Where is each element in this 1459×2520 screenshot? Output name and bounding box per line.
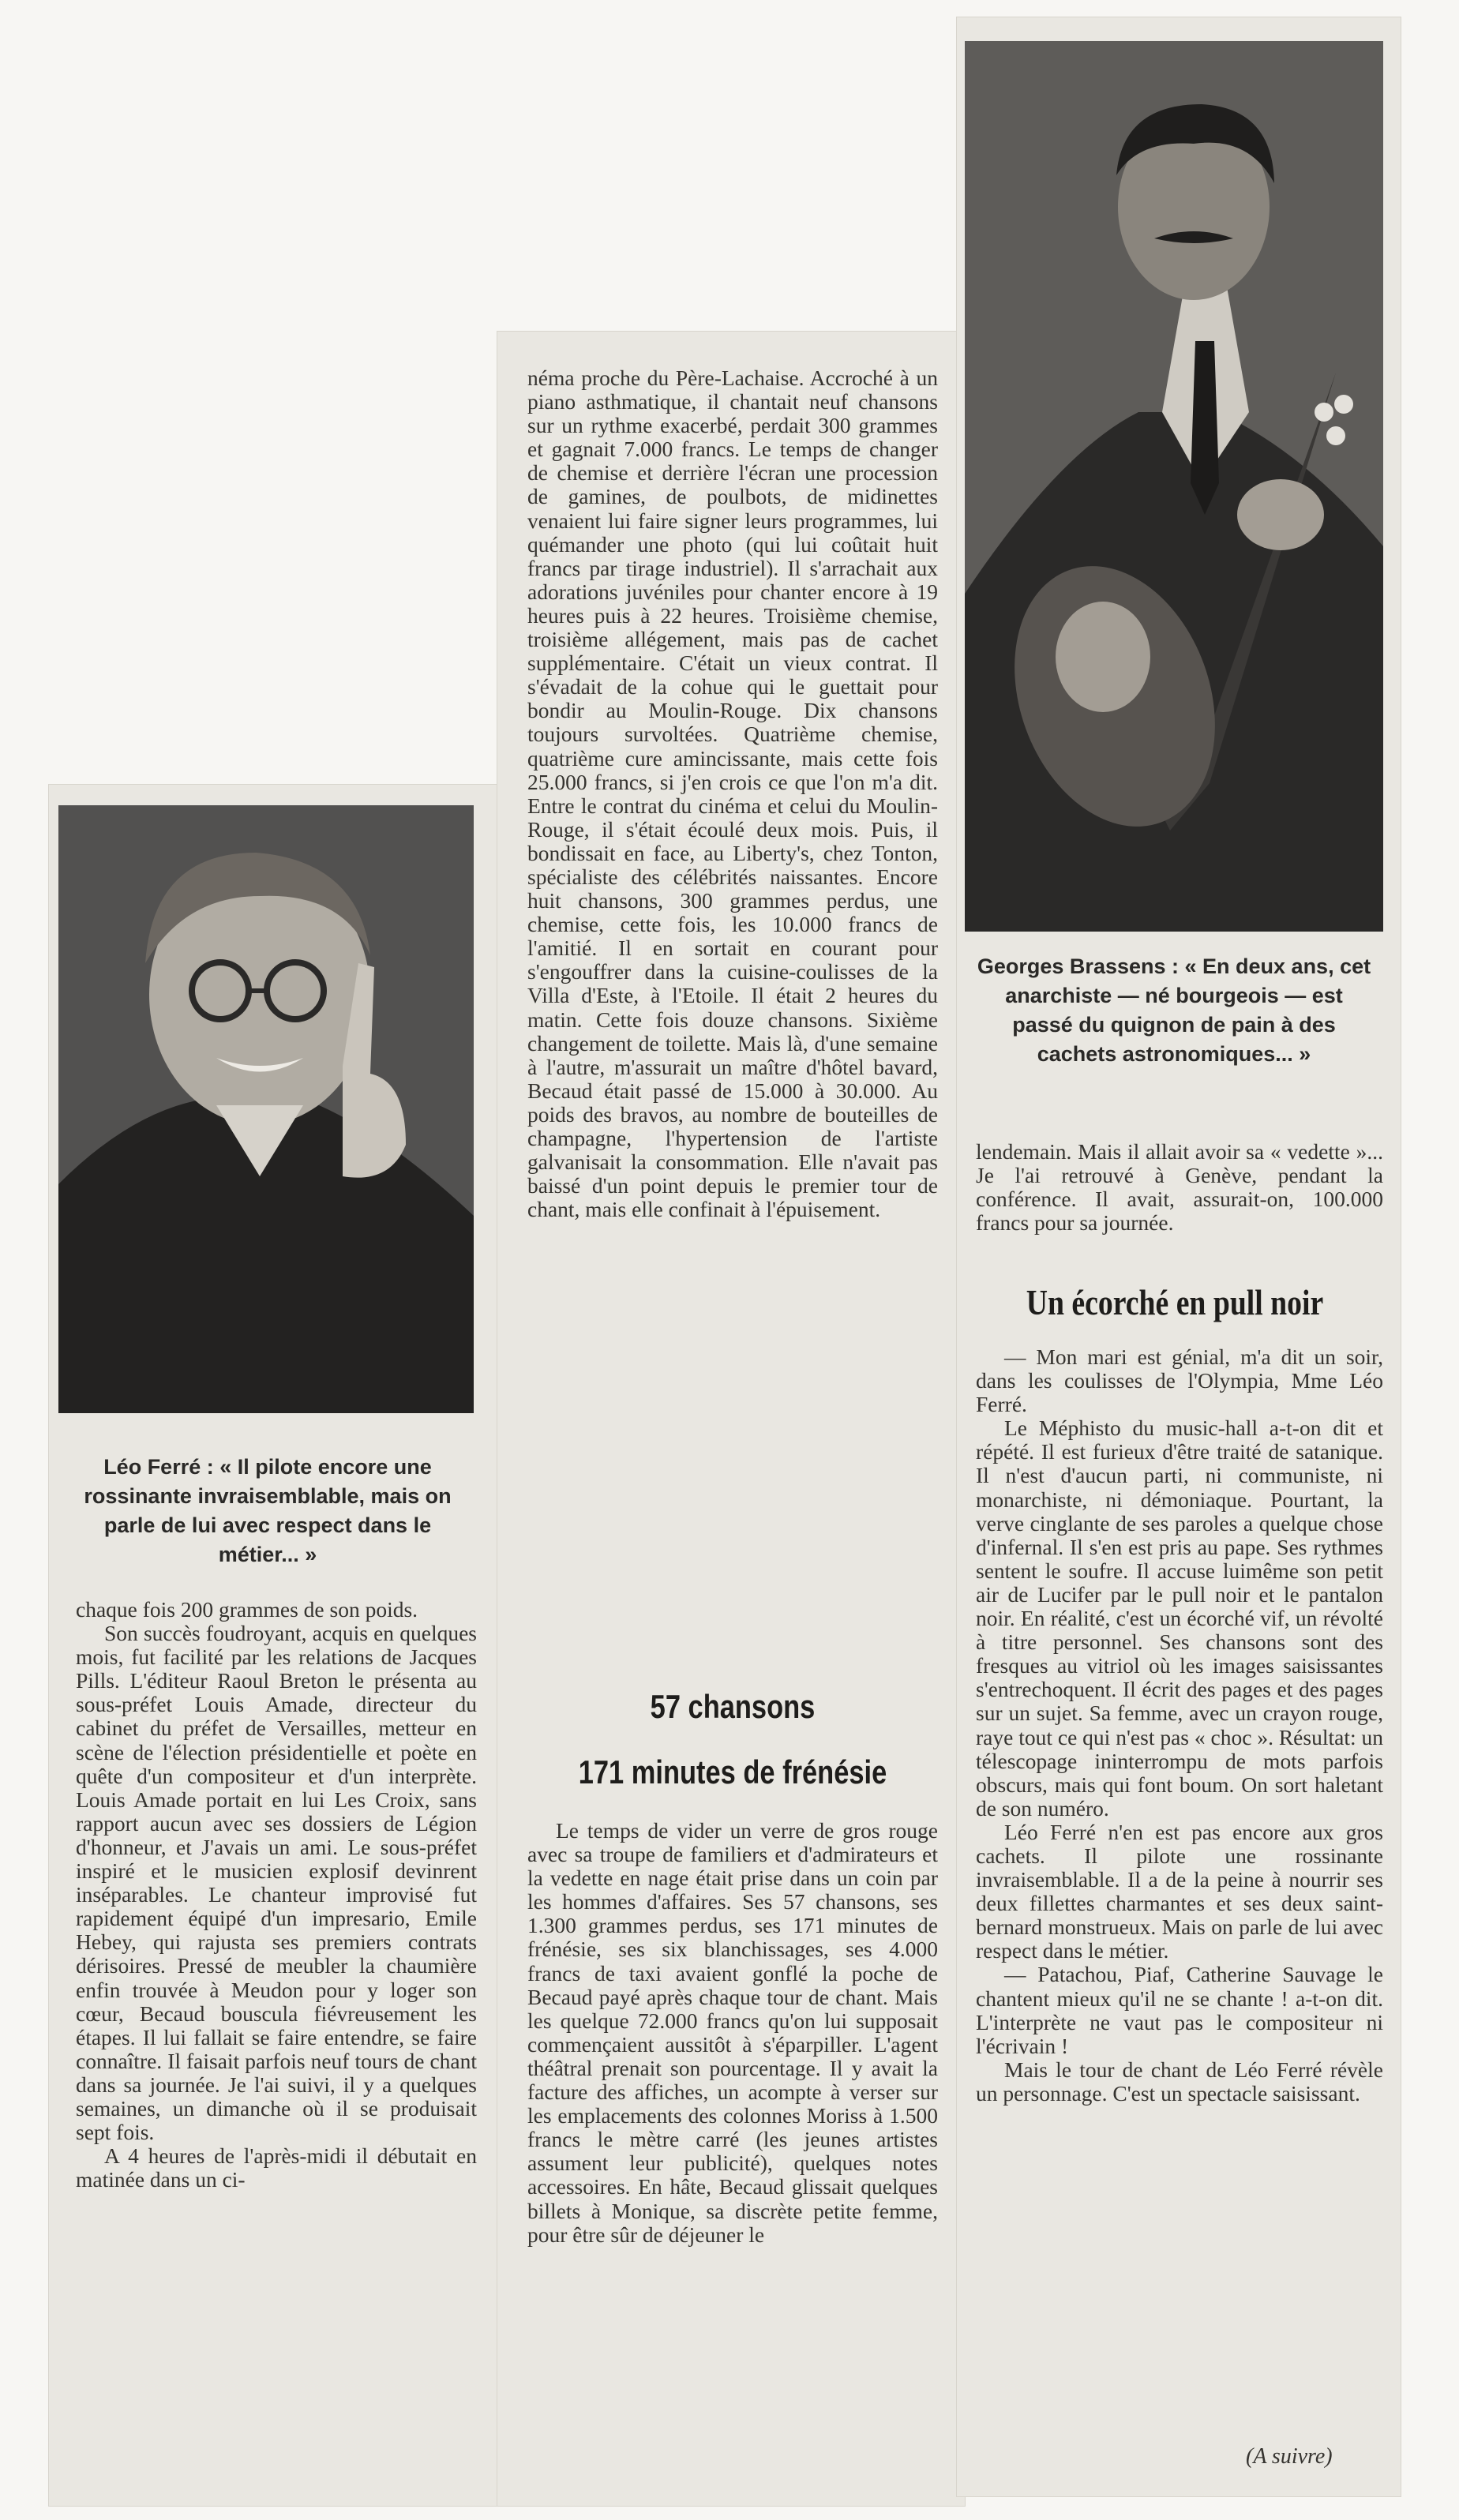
middle-paragraph: néma proche du Père-Lachaise. Accroché à un piano asthmatique, il chantait neuf chansons sur un rythme exacerbé, perdait 300 grammes et gagnait 7.000 francs. Le temps de changer de chemise et derrière l'écran une procession de gamines, de poulbots, de midinettes venaient lui faire signer leurs programmes, lui quémander une photo (qui lui coûtait huit francs par tirage industriel). Il s'arrachait aux adorations juvéniles pour chanter encore à 19 heures puis à 22 heures. Troisième chemise, troisième allégement, mais pas de cachet supplémentaire. C'était un vieux contrat. Il s'évadait de la cohue qui le guettait pour bondir au Moulin-Rouge. Dix chansons toujours survoltées. Quatrième chemise, quatrième cure amincissante, mais cette fois 25.000 francs, si j'en crois ce que l'on m'a dit. Entre le contrat du cinéma et celui du Moulin-Rouge, il s'était écoulé deux mois. Puis, il bondissait en face, au Liberty's, chez Tonton, spécialiste des célébrités naissantes. Encore huit chansons, 300 grammes perdus, une chemise, cette fois, les 10.000 francs de l'amitié. Il en sortait en courant pour s'engouffrer dans la cuisine-coulisses de la Villa d'Este, à l'Etoile. Il était 2 heures du matin. Cette fois douze chansons. Sixième changement de toilette. Mais là, d'une semaine à l'autre, m'assurait un maître d'hôtel bavard, Becaud était passé de 15.000 à 30.000. Au poids des bravos, au nombre de bouteilles de champagne, l'hypertension de l'artiste galvanisait la consommation. Elle n'avait pas baissé d'un point depuis le premier tour de chant, mais elle confinait à l'épuisement.	[527, 366, 938, 1222]
column-left-text	[76, 1598, 477, 2486]
subhead-171-minutes: 171 minutes de frénésie	[578, 1753, 887, 1791]
ferre-portrait-image	[58, 805, 474, 1413]
column-right-text-top	[976, 1140, 1383, 1268]
caption-brassens: Georges Brassens : « En deux ans, cet anarchiste — né bourgeois — est passé du quignon de pain à des cachets astronomiques... »	[977, 954, 1371, 1066]
right-paragraph: Léo Ferré n'en est pas encore aux gros cachets. Il pilote une rossinante invraisemblable. Il a de la peine à nourrir ses deux fillettes charmantes et ses deux saint-bernard monstrueux. Mais on parle de lui avec respect dans le métier.	[976, 1819, 1383, 1963]
right-paragraph: lendemain. Mais il allait avoir sa « vedette »... Je l'ai retrouvé à Genève, pendant la conférence. Il avait, assurait-on, 100.000 francs pour sa journée.	[976, 1140, 1383, 1236]
right-paragraph: — Patachou, Piaf, Catherine Sauvage le chantent mieux qu'il ne se chante ! a-t-on dit. L'interprète ne vaut pas le compositeur ni l'écrivain !	[976, 1962, 1383, 2058]
photo-leo-ferre	[58, 805, 474, 1413]
headline-ecorche-en-pull-noir: Un écorché en pull noir	[1026, 1282, 1324, 1322]
brassens-portrait-image	[965, 41, 1383, 932]
subhead-57-chansons: 57 chansons	[650, 1688, 816, 1725]
right-paragraph: Le Méphisto du music-hall a-t-on dit et répété. Il est furieux d'être traité de satanique. Il n'est d'aucun parti, ni communiste, ni monarchiste, ni démoniaque. Pourtant, la verve cinglante de ses paroles a quelque chose d'infernal. Il s'en est pris au pape. Ses rythmes sentent le soufre. Il accuse luimême son petit air de Lucifer par le pull noir et le pantalon noir. En réalité, c'est un écorché vif, un révolté à titre personnel. Ses chansons sont des fresques au vitriol où les images saisissantes s'entrechoquent. Il écrit des pages et des pages sur un sujet. Sa femme, avec un crayon rouge, raye tout ce qui n'est pas « choc ». Résultat: un télescopage ininterrompu de mots parfois obscurs, mais qui font boum. On sort haletant de son numéro.	[976, 1416, 1383, 1821]
column-middle-text-bottom	[527, 1819, 938, 2484]
column-right-text-bottom	[976, 1345, 1383, 2421]
column-middle-text-top	[527, 366, 938, 1661]
caption-ferre: Léo Ferré : « Il pilote encore une rossinante invraisemblable, mais on parle de lui avec respect dans le métier... »	[84, 1455, 452, 1566]
photo-georges-brassens	[965, 41, 1383, 932]
to-be-continued: (A suivre)	[1246, 2444, 1333, 2469]
left-paragraph: chaque fois 200 grammes de son poids.	[76, 1598, 418, 1622]
left-paragraph: Son succès foudroyant, acquis en quelques mois, fut facilité par les relations de Jacques Pills. L'éditeur Raoul Breton le présenta au sous-préfet Louis Amade, directeur du cabinet du préfet de Versailles, metteur en scène de l'élection présidentielle et poète en quête d'un compositeur et d'un interprète. Louis Amade portait en lui Les Croix, sans rapport aucun avec ses dossiers de Légion d'honneur, et J'avais un ami. Le sous-préfet inspiré et le musicien explosif devinrent inséparables. Le chanteur improvisé fut rapidement équipé d'un impresario, Emile Hebey, qui rajusta ses premiers contrats dérisoires. Pressé de meubler la chaumière enfin trouvée à Meudon pour y loger son cœur, Becaud bouscula fiévreusement les étapes. Il lui fallait se faire entendre, se faire connaître. Il faisait parfois neuf tours de chant dans sa journée. Je l'ai suivi, il y a quelques semaines, un dimanche où il se produisait sept fois.	[76, 1621, 477, 2145]
right-paragraph: Mais le tour de chant de Léo Ferré révèle un personnage. C'est un spectacle saisissant.	[976, 2057, 1383, 2106]
middle-paragraph: Le temps de vider un verre de gros rouge avec sa troupe de familiers et d'admirateurs et la vedette en nage était prise dans un coin par les hommes d'affaires. Ses 57 chansons, ses 1.300 grammes perdus, ses 171 minutes de frénésie, ses six blanchissages, ses 4.000 francs de taxi avaient gonflé la poche de Becaud payé après chaque tour de chant. Mais les quelque 72.000 francs qu'on lui supposait commençaient aussitôt à s'éparpiller. L'agent théâtral prenait son pourcentage. Il y avait la facture des affiches, un acompte à verser sur les emplacements des colonnes Moriss à 1.500 francs le mètre carré (les jeunes artistes assument leur publicité), quelques notes accessoires. En hâte, Becaud glissait quelques billets à Monique, sa discrète petite femme, pour être sûr de déjeuner le	[527, 1819, 938, 2247]
left-paragraph: A 4 heures de l'après-midi il débutait en matinée dans un ci-	[76, 2143, 477, 2192]
right-paragraph: — Mon mari est génial, m'a dit un soir, dans les coulisses de l'Olympia, Mme Léo Ferré.	[976, 1345, 1383, 1417]
